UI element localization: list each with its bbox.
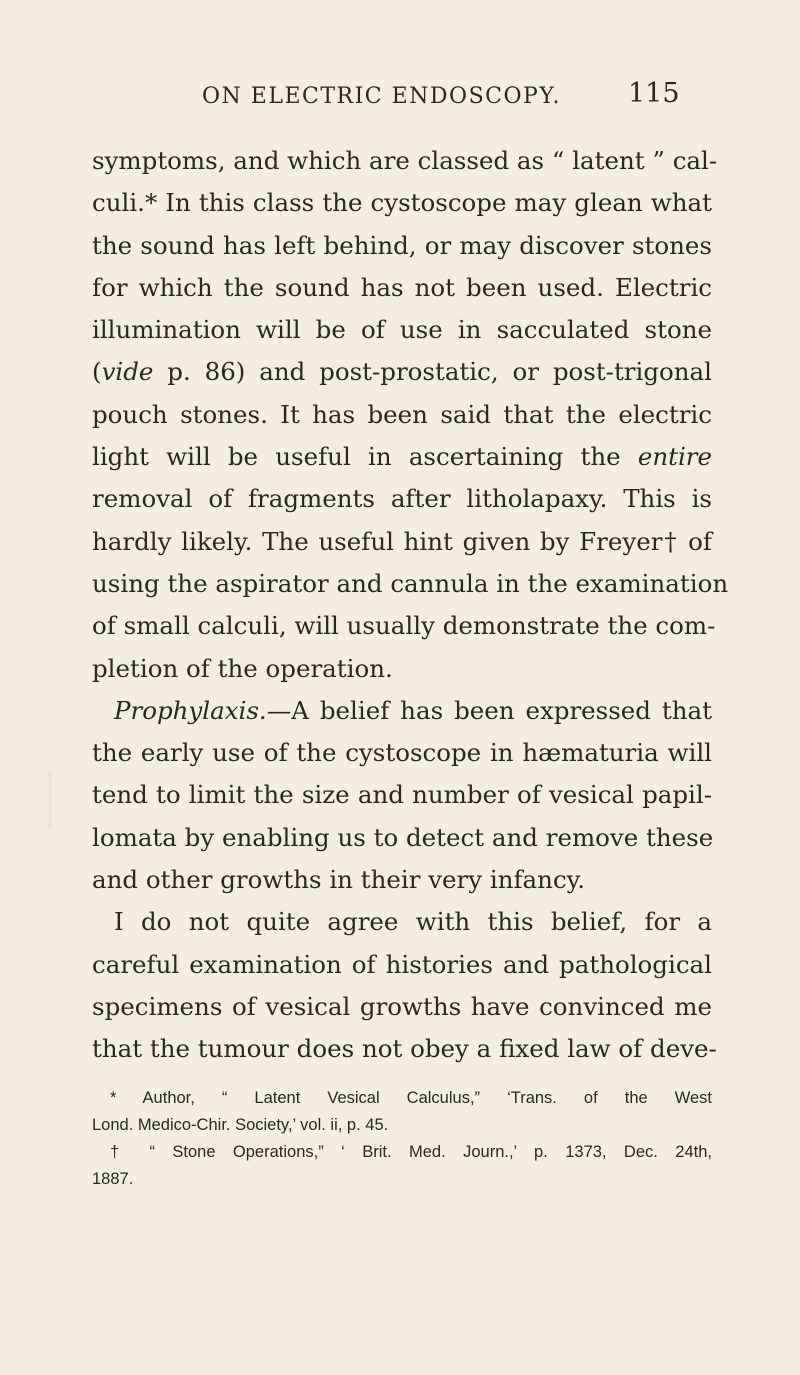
text-line: that the tumour does not obey a fixed law of deve- <box>92 1034 717 1064</box>
page-number: 115 <box>628 78 680 109</box>
text-line: (vide p. 86) and post-prostatic, or post-trigonal <box>92 357 712 387</box>
text-line: removal of fragments after litholapaxy. This is <box>92 484 712 514</box>
text-line: and other growths in their very infancy. <box>92 865 586 895</box>
footnote-line: Lond. Medico-Chir. Society,’ vol. ii, p. 45. <box>92 1116 389 1134</box>
text-line: culi.* In this class the cystoscope may glean what <box>92 188 712 218</box>
text-line: specimens of vesical growths have convinced me <box>92 991 712 1021</box>
text-line: of small calculi, will usually demonstrate the com- <box>92 611 716 641</box>
text-line: illumination will be of use in sacculated stone <box>92 315 712 345</box>
paper-mark <box>48 770 52 830</box>
text-line: tend to limit the size and number of vesical papil- <box>92 780 712 810</box>
text-line: pouch stones. It has been said that the electric <box>92 399 712 429</box>
text-line: lomata by enabling us to detect and remove these <box>92 822 714 852</box>
text-line: for which the sound has not been used. Electric <box>92 272 712 302</box>
text-line: careful examination of histories and pathological <box>92 949 712 979</box>
text-line: light will be useful in ascertaining the entire <box>92 442 712 472</box>
running-head <box>0 78 800 118</box>
text-line: Prophylaxis.—A belief has been expressed that <box>114 695 712 725</box>
text-line: the sound has left behind, or may discover stones <box>92 230 712 260</box>
footnotes <box>92 1085 712 1193</box>
text-line: the early use of the cystoscope in hæmaturia will <box>92 738 712 768</box>
body-text <box>92 140 729 1071</box>
text-line: hardly likely. The useful hint given by Freyer† of <box>92 526 712 556</box>
italic-word: entire <box>637 442 712 472</box>
text-line: pletion of the operation. <box>92 653 393 683</box>
italic-word: vide <box>101 357 154 387</box>
text-line: I do not quite agree with this belief, for a <box>114 907 712 937</box>
running-title: ON ELECTRIC ENDOSCOPY. <box>202 84 562 109</box>
footnote-line: 1887. <box>92 1170 134 1188</box>
footnote-line: † “ Stone Operations,” ‘ Brit. Med. Journ.,’ p. 1373, Dec. 24th, <box>110 1143 712 1161</box>
text-line: symptoms, and which are classed as “ latent ” cal- <box>92 146 718 175</box>
text-line: using the aspirator and cannula in the examination <box>92 568 729 598</box>
italic-word: Prophylaxis. <box>114 695 267 725</box>
footnote-line: * Author, “ Latent Vesical Calculus,” ‘Trans. of the West <box>110 1089 712 1107</box>
